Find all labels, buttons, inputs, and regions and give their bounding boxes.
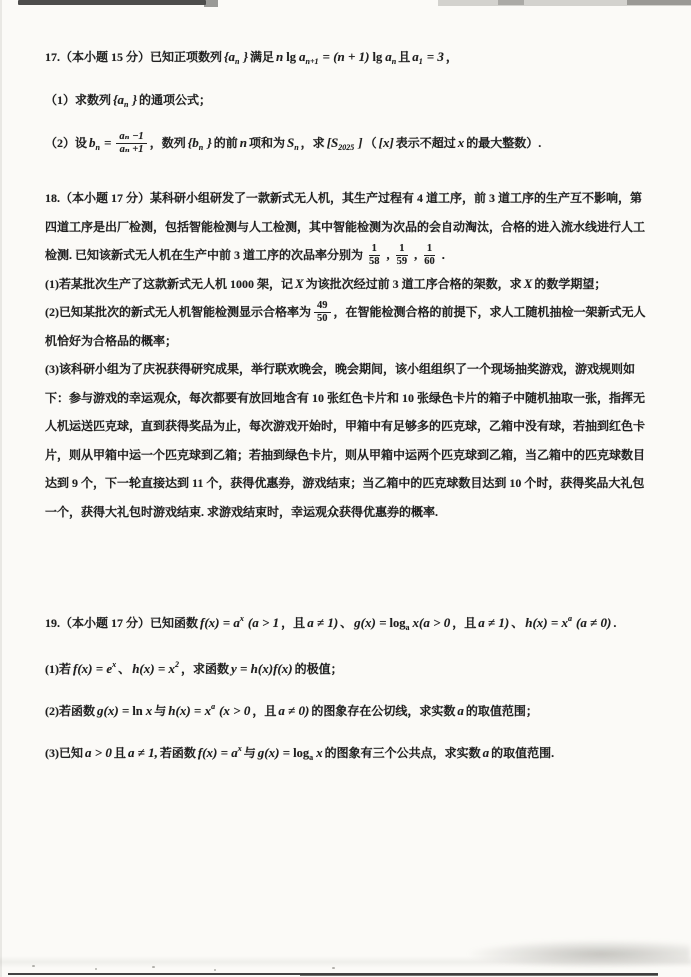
text: （2）设 [45,136,88,150]
math-run [476,615,511,630]
text-line [45,44,651,74]
text-run [511,616,523,630]
text: 、 [511,616,524,630]
text-line [45,498,651,527]
fraction-denominator: aₙ +1 [119,143,144,155]
superscript: 2 [174,660,179,669]
math-base: [S [326,135,339,150]
text-run [466,136,541,150]
text-line [45,736,651,770]
math-base: f(x) = a [197,745,238,760]
text: . [613,616,617,630]
math-run [95,703,131,718]
math-run [456,135,467,150]
fraction [394,243,411,268]
math-run [292,746,314,760]
scan-artifact-top-bar-2 [204,0,218,7]
math-base: a ≠ 1) [307,615,339,630]
math-run [425,49,446,64]
text-run [45,662,71,676]
text: 的极值； [294,662,343,676]
math-run [186,135,205,150]
text-run [114,746,126,760]
math-run [229,661,295,676]
text: 表示不超过 [395,136,456,150]
scan-artifact-bottom-strip [0,956,691,968]
math-base: a [412,49,419,64]
text: 机恰好为合格品的概率； [45,333,178,348]
math-run [205,135,214,150]
math-run [481,745,492,760]
subscript: n [124,100,129,109]
text: ，在智能检测合格的前提下，求人工随机抽检一架新式无人 [333,305,646,319]
math-base: = [103,135,112,150]
text-line [45,298,651,327]
math-base: log [293,746,310,760]
text: 19.（本小题 17 分）已知函数 [45,616,199,630]
fraction [116,131,146,156]
text: ，求函数 [180,662,229,676]
math-run [102,135,113,150]
math-base: x [457,135,465,150]
text-run [452,616,476,630]
math-run [166,703,217,718]
fraction-numerator: 49 [314,300,331,313]
math-run [198,615,246,630]
text-line [45,384,651,413]
text: (3)已知 [45,746,83,760]
math-run [383,49,398,64]
scan-artifact-top-right [438,0,691,6]
text-run [534,277,606,291]
math-run [238,135,249,150]
text-run [398,50,410,64]
math-base: g(x) = [257,745,291,760]
math-base: , [414,248,418,262]
math-base: a [457,703,464,718]
text: 17.（本小题 15 分）已知正项数列 [45,50,223,64]
text: （ [364,136,377,150]
math-run [242,49,251,64]
text: 18.（本小题 17 分）某科研小组研发了一款新式无人机，其生产过程有 4 道工序，前 3 道工序的生产互不影响，第 [45,191,643,205]
text-run [45,505,438,519]
math-base: a [299,49,306,64]
subscript: n+1 [305,57,319,66]
math-base: {a [224,49,236,64]
subscript: n [294,143,299,152]
text-run [45,248,363,262]
math-base: = 3 [426,49,444,64]
text-run [365,136,377,150]
math-base: g(x) = [97,703,130,718]
math-base: h(x) = x [525,615,569,630]
superscript: a [211,702,216,711]
text-line [45,606,651,640]
text: 若函数 [159,746,196,760]
subscript: n [198,143,204,152]
text: (2)若函数 [45,704,95,718]
text: ， [445,50,458,64]
fraction-denominator: 59 [396,255,408,267]
text: （1）求数列 [45,93,112,107]
math-run [356,135,364,150]
math-base: (x > 0 [219,703,251,718]
math-base: lg [286,50,297,64]
scan-speck [214,969,216,971]
text-run [306,277,522,291]
text-run [250,50,274,64]
text-line [45,327,651,356]
scan-artifact-top-bar [18,0,206,5]
superscript: x [239,614,244,623]
text-run [45,93,111,107]
fraction-denominator: 50 [317,312,328,324]
math-run [372,50,384,64]
math-base: h(x) = x [168,703,212,718]
text-run [45,746,83,760]
math-run [455,703,466,718]
text-run [325,746,481,760]
text-run [446,50,458,64]
text-run [139,93,211,107]
math-base: = (n + 1) [322,49,370,64]
math-run [246,615,281,630]
subscript: a [405,623,410,632]
math-run [413,248,418,262]
text-line [45,469,651,498]
text: 、 [118,662,131,676]
text-run [214,136,238,150]
text-run [118,662,130,676]
superscript: x [237,744,242,753]
text-run [45,362,635,376]
math-run [321,49,372,64]
subscript: n [95,143,100,152]
math-base: X [295,275,304,291]
text: (1)若 [45,662,71,676]
text-run [45,704,95,718]
math-run [144,703,155,718]
math-base: X [523,275,533,291]
math-base: } [243,49,249,64]
math-base: a ≠ 0) [278,703,310,718]
text-run [45,334,177,348]
fraction-numerator: 1 [396,243,407,256]
text-run [249,136,285,150]
math-base: (a > 1 [247,615,280,630]
text-line [45,355,651,384]
superscript: x [112,660,117,669]
math-base: a > 0 [85,745,112,760]
text-run [466,704,538,718]
math-base: {b [187,135,199,150]
math-run [131,704,143,718]
scan-speck [32,965,35,967]
math-base: (a ≠ 0) [576,615,612,630]
math-base: a [385,49,392,64]
math-base: , [386,248,390,262]
text: 与 [154,704,167,718]
text-run [45,277,293,291]
text-run [45,136,87,150]
math-base: b [89,135,96,150]
text: 达到 9 个，下一轮直接达到 11 个，获得优惠券，游戏结束；当乙箱中的匹克球数目达到 10 个时，获得奖品大礼包 [45,476,645,490]
math-base: y = h(x)f(x) [231,661,293,676]
math-base: x(a > 0 [412,615,451,630]
text: ，且 [452,616,477,630]
math-run [377,135,396,150]
text: ，数列 [149,136,186,150]
text-line [45,441,651,470]
scan-artifact-bottom-line [8,973,658,975]
math-run [276,703,311,718]
text: 检测. 已知该新式无人机在生产中前 3 道工序的次品率分别为 [45,248,364,262]
text: 且 [113,746,126,760]
text: 满足 [250,50,275,64]
text-run [45,391,645,405]
math-base: a ≠ 1, [127,745,158,760]
text-line [45,694,651,724]
text-line [45,213,651,242]
text-line [45,652,651,682]
math-base: x [145,703,153,718]
math-base: g(x) = [354,615,387,630]
text: 与 [243,746,256,760]
math-run [297,49,321,64]
math-base: . [441,248,445,262]
text: 的最大整数）. [466,136,542,150]
text: (2)已知某批次的新式无人机智能检测显示合格率为 [45,305,311,319]
text-run [301,136,325,150]
scan-speck [332,967,335,969]
scan-artifact-left-edge [0,0,2,977]
scan-speck [95,968,97,970]
scan-artifact-top-right-2 [498,0,524,5]
text: 一个，获得大礼包时游戏结束. 求游戏结束时，幸运观众获得优惠券的概率. [45,504,439,519]
subscript: n [391,57,397,66]
text: 的数学期望； [534,276,607,291]
text-run [160,746,196,760]
text-line [45,270,651,299]
math-run [293,276,306,291]
question-19 [45,606,651,770]
text: 的图象存在公切线，求实数 [311,704,456,718]
text: ，且 [281,616,306,630]
question-17 [45,44,651,160]
scan-artifact-bottom-line-2 [300,974,658,976]
fraction [314,300,331,325]
math-run [71,661,118,676]
text: 、 [340,616,353,630]
subscript: n [235,57,240,66]
text: 的取值范围； [465,704,538,718]
text-run [340,616,352,630]
math-base: a [482,745,490,760]
text-run [154,704,166,718]
text: (3)该科研小组为了庆祝获得研究成果，举行联欢晚会，晚会期间，该小组组织了一个现场抽奖游戏，游戏规则如 [45,362,635,376]
math-base: h(x) = x [132,661,175,676]
text: 片，则从甲箱中运一个匹克球到乙箱；若抽到绿色卡片，则从甲箱中运两个匹克球到乙箱，当乙箱中的匹克球数目 [45,447,646,462]
text: ，求 [300,136,325,150]
text-run [45,220,645,234]
text: 人机运送匹克球，直到获得奖品为止，每次游戏开始时，甲箱中有足够多的匹克球，乙箱中没有球，若抽到红色卡 [45,419,646,433]
text-line [45,412,651,441]
math-base: ln [132,704,143,718]
text-line [45,241,651,270]
math-run [314,745,325,760]
text-run [150,136,186,150]
text-run [295,662,343,676]
text-run [613,616,616,630]
text-run [252,704,276,718]
text-line [45,87,651,117]
superscript: a [568,614,573,623]
math-base: {a [113,92,125,107]
math-run [131,92,140,107]
subscript: 2025 [338,143,355,152]
math-base: x [316,745,323,760]
text-run [181,662,229,676]
text: 四道工序是出厂检测，包括智能检测与人工检测，其中智能检测为次品的会自动淘汰，合格的进入流水线进行人工 [45,219,646,234]
text: 的取值范围. [491,746,555,760]
math-run [111,92,130,107]
fraction-numerator: aₙ −1 [116,131,146,144]
math-run [352,615,388,630]
math-run [441,248,446,262]
subscript: 1 [418,57,423,66]
text: ，且 [252,704,277,718]
math-base: n [276,49,284,64]
math-run [83,745,114,760]
math-run [523,615,574,630]
exam-content [45,44,651,782]
math-run [222,49,241,64]
math-run [305,615,340,630]
text-run [281,616,305,630]
text-run [396,136,456,150]
math-run [256,745,292,760]
scan-artifact-bottom-smudge [468,940,690,968]
math-base: } [132,92,138,107]
text-line [45,184,651,213]
text: 为该批次经过前 3 道工序合格的架数，求 [305,276,522,291]
math-run [325,135,357,150]
subscript: a [309,753,314,762]
math-run [410,49,425,64]
fraction-numerator: 1 [424,243,435,256]
math-run [574,615,613,630]
text-run [45,476,644,490]
fraction [421,243,438,268]
math-base: log [389,616,406,630]
math-base: f(x) = a [200,615,240,630]
text: (1)若某批次生产了这款新式无人机 1000 架，记 [45,276,293,291]
math-run [522,276,535,291]
math-run [285,135,301,150]
text-run [45,616,198,630]
math-run [389,616,411,630]
text: 的通项公式； [139,93,212,107]
math-base: f(x) = e [73,661,113,676]
math-run [87,135,102,150]
text: 的图象有三个公共点，求实数 [324,746,481,760]
text-run [244,746,256,760]
text-run [45,50,222,64]
math-base: } [207,135,212,150]
scan-artifact-top-right-3 [627,0,691,5]
math-run [126,745,160,760]
question-18 [45,184,651,526]
math-base: S [286,135,295,150]
math-run [274,49,285,64]
math-base: lg [372,50,383,64]
text-run [334,305,646,319]
fraction-denominator: 60 [424,255,435,267]
math-run [285,50,297,64]
text-run [45,448,645,462]
fraction [366,243,383,268]
text: 且 [398,50,411,64]
math-base: n [239,135,247,150]
math-run [217,703,252,718]
math-base: ] [358,135,363,150]
text-run [45,191,642,205]
text-run [491,746,554,760]
text: 下：参与游戏的幸运观众，每次都要有放回地含有 10 张红色卡片和 10 张绿色卡片的箱子中随机抽取一张，指挥无 [45,390,646,405]
text-line [45,130,651,160]
math-base: [x] [378,135,394,150]
text: 的前 [213,136,238,150]
math-run [386,248,391,262]
math-run [196,745,244,760]
fraction-denominator: 58 [369,255,380,267]
math-run [130,661,181,676]
text-run [45,419,645,433]
text: 项和为 [248,136,285,150]
math-base: a ≠ 1) [478,615,510,630]
scan-speck [152,966,155,968]
math-run [410,615,452,630]
text-run [45,305,311,319]
text-run [311,704,455,718]
fraction-numerator: 1 [369,243,380,256]
